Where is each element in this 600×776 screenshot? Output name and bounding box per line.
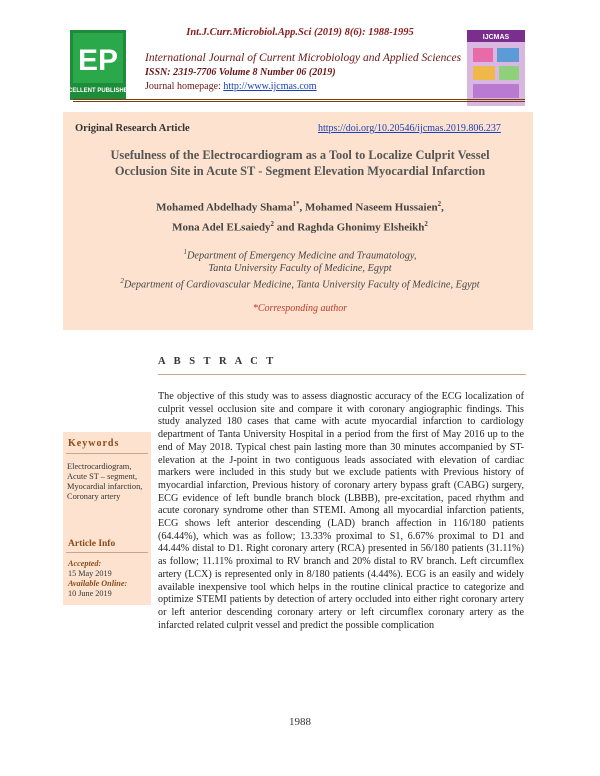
journal-name: International Journal of Current Microbiology and Applied Sciences bbox=[145, 52, 462, 64]
journal-homepage bbox=[145, 81, 317, 92]
homepage-link[interactable]: http://www.ijcmas.com bbox=[223, 81, 317, 92]
doi-link[interactable]: https://doi.org/10.20546/ijcmas.2019.806.237 bbox=[318, 123, 501, 134]
author-list bbox=[68, 196, 532, 235]
affiliation-2: $^2$Department of Cardiovascular Medicine, Tanta University Faculty of Medicine, Egypt bbox=[120, 277, 480, 291]
abstract-rule bbox=[158, 374, 526, 375]
keywords-heading: Keywords bbox=[68, 438, 120, 449]
abstract-text: The objective of this study was to assess diagnostic accuracy of the ECG localization of culprit vessel occlusion site and compare it with coronary angiographic findings. This study analyzed 180 cases that came with acute myocardial infarction to cardiology department of Tanta University Hospital in a period from the first of May 2016 up to the end of May 2018. Typical chest pain lasting more than 30 minutes accompanied by ST-elevation at the J-point in two contiguous leads associated with elevation of cardiac markers were included in this study but we exclude patients with Previous history of myocardial infarction, Previous history of coronary artery bypass graft (CABG) surgery, ECG evidence of left bundle branch block (LBBB), pre-excitation, paced rhythm and acute coronary syndrome other than STEMI. Among all myocardial infarction patients, ECG shows left anterior descending (LAD) branch affection in 116/180 patients (64.44%), which was as follow; 13.33% proximal to S1, 6.67% proximal to D1 and 44.44% distal to D1. Right coronary artery (RCA) presented in 56/180 patients (31.11%) as follow; 11.11% proximal to RV branch and 20% distal to RV branch. Left circumflex artery (LCX) is represented only in 8/180 patients (4.44%). ECG is an easily and widely available inexpensive tool which helps in the routine clinical practice to categorize and optimize STEMI patients by detection of artery occluded into either right coronary artery or left anterior descending coronary artery or left circumflex coronary artery as the infarcted related culprit vessel and predict the possible complication bbox=[158, 391, 524, 631]
article-type: Original Research Article bbox=[75, 123, 190, 134]
authors-line-2: Mona Adel ELsaiedy$^2$ and Raghda Ghonimy Elsheikh$^2$ bbox=[172, 219, 428, 234]
cover-title: IJCMAS bbox=[482, 34, 510, 41]
abstract-heading: A B S T R A C T bbox=[158, 356, 277, 367]
journal-cover-image bbox=[467, 30, 525, 106]
authors-line-1: Mohamed Abdelhady Shama$^{1*}$, Mohamed Naseem Hussaien$^2$, bbox=[156, 200, 444, 214]
page-number: 1988 bbox=[289, 716, 311, 728]
affiliation-1-line-1: $^1$Department of Emergency Medicine and Traumatology, bbox=[183, 248, 417, 262]
publisher-logo bbox=[59, 30, 137, 100]
affiliation-1-line-2: Tanta University Faculty of Medicine, Egypt bbox=[208, 263, 392, 275]
accepted-date: 15 May 2019 bbox=[68, 569, 112, 578]
corresponding-author-note: *Corresponding author bbox=[252, 303, 348, 314]
logo-caption: EXCELLENT PUBLISHERS bbox=[59, 88, 137, 94]
article-title bbox=[68, 147, 532, 179]
available-online-date: 10 June 2019 bbox=[68, 589, 112, 598]
journal-citation: Int.J.Curr.Microbiol.App.Sci (2019) 8(6): 1988-1995 bbox=[186, 27, 414, 38]
available-online-label: Available Online: bbox=[68, 579, 128, 588]
logo-letters: EP bbox=[77, 44, 119, 77]
header-rule bbox=[73, 99, 525, 100]
homepage-label: Journal homepage: bbox=[145, 81, 224, 92]
article-info-rule bbox=[66, 552, 148, 553]
issn-volume: ISSN: 2319-7706 Volume 8 Number 06 (2019) bbox=[145, 67, 336, 78]
accepted-label: Accepted: bbox=[68, 559, 102, 568]
title-line-1: Usefulness of the Electrocardiogram as a Tool to Localize Culprit Vessel bbox=[110, 148, 490, 162]
affiliations bbox=[68, 246, 532, 292]
keywords-list: Electrocardiogram, Acute ST – segment, Myocardial infarction, Coronary artery bbox=[67, 462, 143, 501]
article-info-heading: Article Info bbox=[68, 539, 116, 549]
header-rule-secondary bbox=[73, 101, 525, 102]
keywords-rule bbox=[66, 453, 148, 454]
title-line-2: Occlusion Site in Acute ST - Segment Elevation Myocardial Infarction bbox=[114, 164, 486, 178]
